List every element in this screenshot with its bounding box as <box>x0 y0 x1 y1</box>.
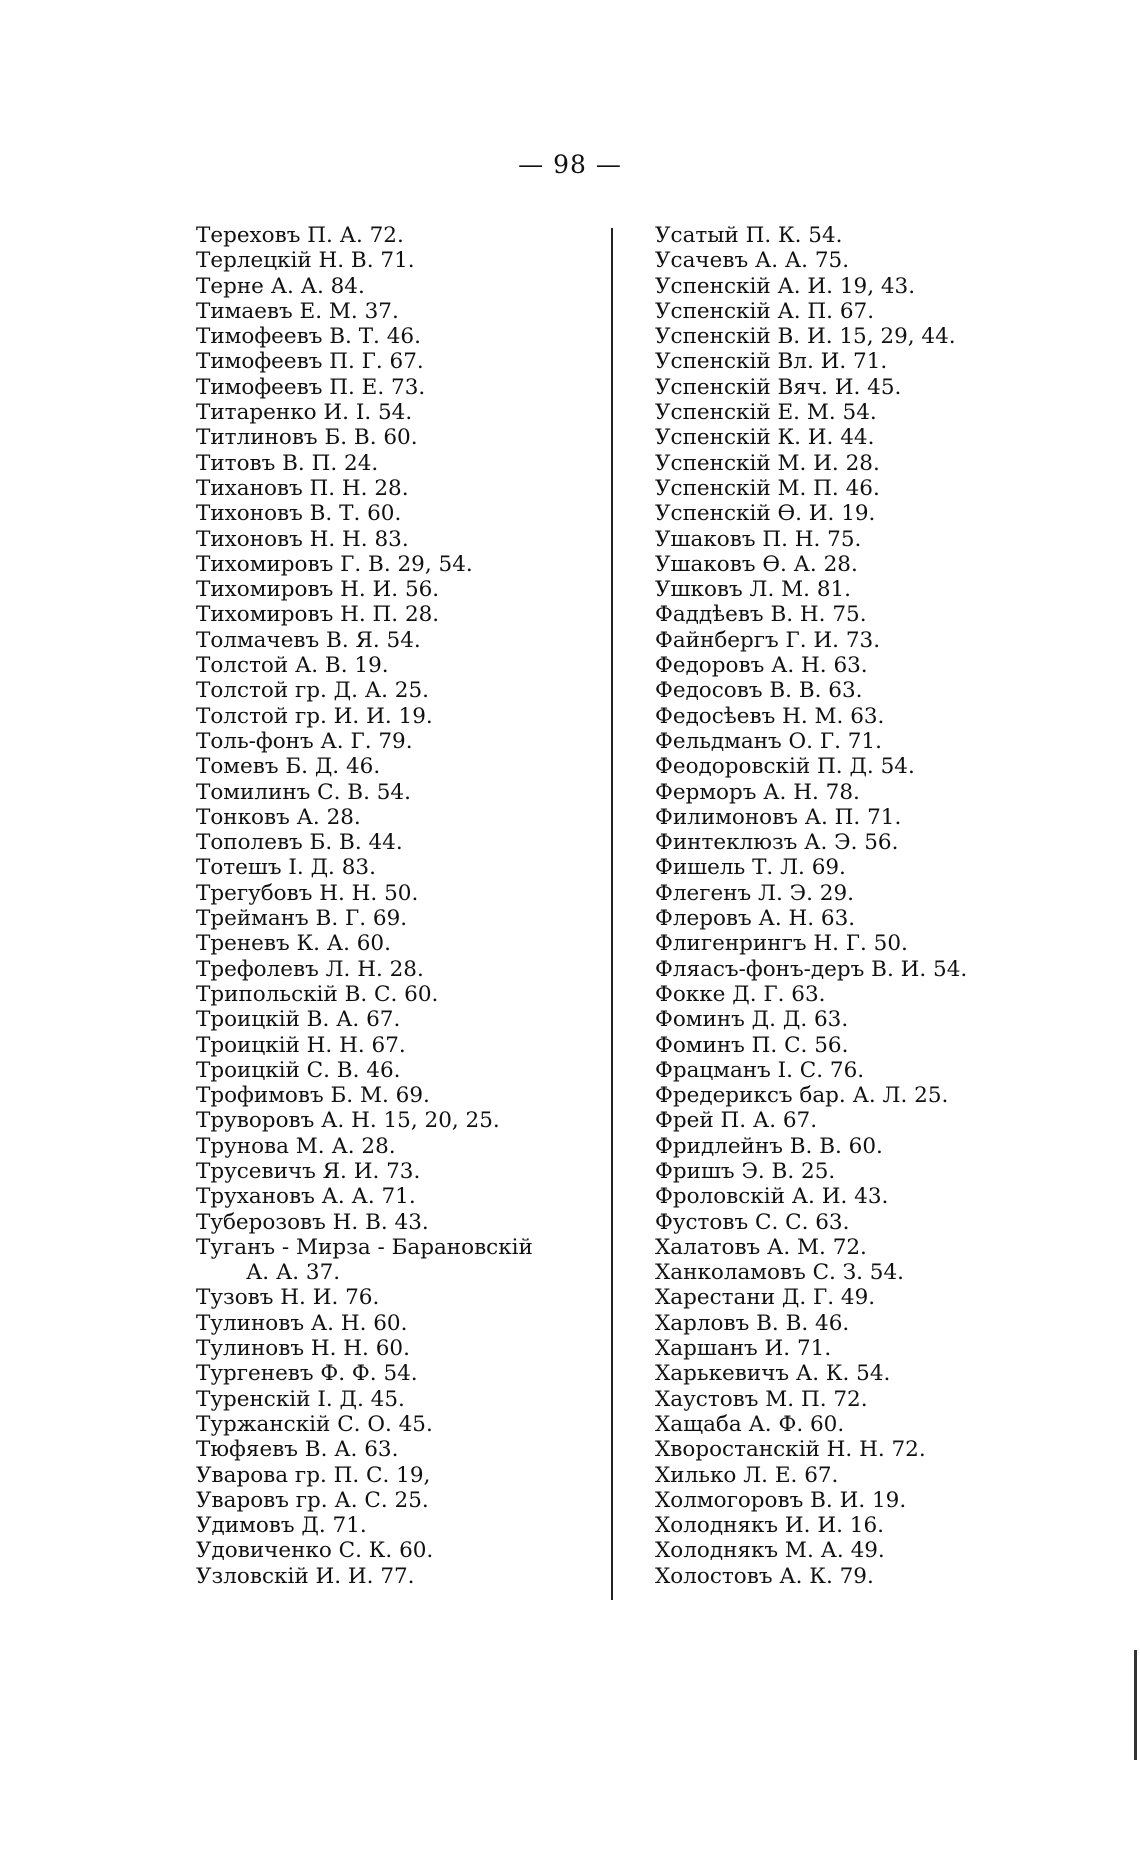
index-entry: Тихоновъ В. Т. 60. <box>196 501 402 527</box>
index-entry: Успенскій Ѳ. И. 19. <box>655 501 876 527</box>
index-entry: Фришъ Э. В. 25. <box>655 1158 836 1184</box>
index-entry: Трегубовъ Н. Н. 50. <box>196 880 419 906</box>
index-entry: Ханколамовъ С. З. 54. <box>655 1260 904 1286</box>
index-entry: Тузовъ Н. И. 76. <box>196 1285 380 1311</box>
index-entry: Терлецкій Н. В. 71. <box>196 248 415 274</box>
index-entry: Федосѣевъ Н. М. 63. <box>655 703 885 729</box>
index-entry: Успенскій А. П. 67. <box>655 298 875 324</box>
index-entry: Толь-фонъ А. Г. 79. <box>196 728 413 754</box>
index-entry: Хворостанскій Н. Н. 72. <box>655 1437 926 1463</box>
index-entry: Успенскій М. П. 46. <box>655 475 880 501</box>
index-entry: Флигенрингъ Н. Г. 50. <box>655 931 908 957</box>
index-entry: Томилинъ С. В. 54. <box>196 779 411 805</box>
index-entry: Трунова М. А. 28. <box>196 1133 396 1159</box>
index-entry: Треневъ К. А. 60. <box>196 931 391 957</box>
index-entry: Трофимовъ Б. М. 69. <box>196 1083 430 1109</box>
index-entry: Финтеклюзъ А. Э. 56. <box>655 830 899 856</box>
index-entry: Толмачевъ В. Я. 54. <box>196 627 421 653</box>
index-entry: Труворовъ А. Н. 15, 20, 25. <box>196 1108 500 1134</box>
index-entry: Успенскій К. И. 44. <box>655 425 875 451</box>
index-entry: Федоровъ А. Н. 63. <box>655 653 868 679</box>
index-entry: Тулиновъ Н. Н. 60. <box>196 1336 410 1362</box>
index-entry: Успенскій В. И. 15, 29, 44. <box>655 324 956 350</box>
index-entry: Толстой А. В. 19. <box>196 653 389 679</box>
index-entry: Тереховъ П. А. 72. <box>196 223 404 248</box>
index-entry: Трейманъ В. Г. 69. <box>196 906 408 932</box>
index-entry: Титаренко И. І. 54. <box>196 400 413 426</box>
index-entry: Холостовъ А. К. 79. <box>655 1563 874 1589</box>
index-entry: Холоднякъ И. И. 16. <box>655 1513 884 1539</box>
index-entry: Толстой гр. И. И. 19. <box>196 703 433 729</box>
index-entry: Феодоровскій П. Д. 54. <box>655 754 915 780</box>
index-entry: Титлиновъ Б. В. 60. <box>196 425 418 451</box>
index-entry: Халатовъ А. М. 72. <box>655 1234 867 1260</box>
index-entry: Успенскій Вл. И. 71. <box>655 349 888 375</box>
index-entry: Флеровъ А. Н. 63. <box>655 906 856 932</box>
index-entry: Фишель Т. Л. 69. <box>655 855 846 881</box>
index-entry: Тимаевъ Е. М. 37. <box>196 298 399 324</box>
index-entry: Харькевичъ А. К. 54. <box>655 1361 891 1387</box>
index-entry: Туренскій І. Д. 45. <box>196 1386 405 1412</box>
index-entry-name: Туганъ - Мирза - Барановскій <box>196 1234 533 1260</box>
index-entry: Трусевичъ Я. И. 73. <box>196 1158 421 1184</box>
index-entry: Тихомировъ Н. И. 56. <box>196 577 440 603</box>
index-entry: Удовиченко С. К. 60. <box>196 1538 434 1564</box>
index-entry: Фрацманъ І. С. 76. <box>655 1057 865 1083</box>
index-entry: Тургеневъ Ф. Ф. 54. <box>196 1361 418 1387</box>
index-entry: Филимоновъ А. П. 71. <box>655 804 902 830</box>
index-entry: Ушковъ Л. М. 81. <box>655 577 852 603</box>
index-entry: Тихомировъ Н. П. 28. <box>196 602 440 628</box>
index-entry: Тонковъ А. 28. <box>196 804 361 830</box>
index-entry: Фокке Д. Г. 63. <box>655 981 826 1007</box>
index-entry: Тулиновъ А. Н. 60. <box>196 1310 408 1336</box>
index-entry: Троицкій Н. Н. 67. <box>196 1032 406 1058</box>
index-entry: Туржанскій С. О. 45. <box>196 1411 433 1437</box>
index-entry: Холмогоровъ В. И. 19. <box>655 1487 907 1513</box>
page-number: — 98 — <box>518 150 622 179</box>
index-entry: Успенскій Е. М. 54. <box>655 400 877 426</box>
index-entry: Уваровъ гр. А. С. 25. <box>196 1487 429 1513</box>
index-entry: Тимофеевъ П. Е. 73. <box>196 374 426 400</box>
index-entry: Ушаковъ Ѳ. А. 28. <box>655 551 858 577</box>
index-entry: Тимофеевъ П. Г. 67. <box>196 349 424 375</box>
column-divider <box>611 228 613 1600</box>
index-entry: Туберозовъ Н. В. 43. <box>196 1209 429 1235</box>
index-entry: Тюфяевъ В. А. 63. <box>196 1437 399 1463</box>
index-entry: Трефолевъ Л. Н. 28. <box>196 956 424 982</box>
index-entry: Тихоновъ Н. Н. 83. <box>196 526 409 552</box>
index-entry: Файнбергъ Г. И. 73. <box>655 627 881 653</box>
index-entry: Фустовъ С. С. 63. <box>655 1209 850 1235</box>
index-entry: Усачевъ А. А. 75. <box>655 248 850 274</box>
index-column-left <box>196 223 596 1589</box>
index-entry: Узловскій И. И. 77. <box>196 1563 415 1589</box>
index-entry: Фроловскій А. И. 43. <box>655 1184 889 1210</box>
index-entry: Ферморъ А. Н. 78. <box>655 779 860 805</box>
index-entry <box>196 1235 596 1286</box>
index-entry: Ушаковъ П. Н. 75. <box>655 526 862 552</box>
index-entry: Фаддѣевъ В. Н. 75. <box>655 602 867 628</box>
index-entry: Трухановъ А. А. 71. <box>196 1184 416 1210</box>
index-entry: Фоминъ Д. Д. 63. <box>655 1007 849 1033</box>
index-entry: Фредериксъ бар. А. Л. 25. <box>655 1083 949 1109</box>
index-entry: Тихомировъ Г. В. 29, 54. <box>196 551 473 577</box>
index-entry: Харшанъ И. 71. <box>655 1336 832 1362</box>
index-entry: Усатый П. К. 54. <box>655 223 843 248</box>
index-entry: Хаустовъ М. П. 72. <box>655 1386 868 1412</box>
index-entry: Тихановъ П. Н. 28. <box>196 475 409 501</box>
index-entry: Тополевъ Б. В. 44. <box>196 830 403 856</box>
index-entry: Фельдманъ О. Г. 71. <box>655 728 882 754</box>
index-column-right <box>655 223 1035 1589</box>
index-entry: Успенскій Вяч. И. 45. <box>655 374 902 400</box>
index-entry: Успенскій А. И. 19, 43. <box>655 273 916 299</box>
index-entry: Терне А. А. 84. <box>196 273 365 299</box>
index-entry: Толстой гр. Д. А. 25. <box>196 678 429 704</box>
index-entry: Уварова гр. П. С. 19, <box>196 1462 431 1488</box>
index-entry: Хилько Л. Е. 67. <box>655 1462 839 1488</box>
index-entry: Трипольскій В. С. 60. <box>196 981 439 1007</box>
index-entry: Тотешъ І. Д. 83. <box>196 855 376 881</box>
index-entry-continuation: А. А. 37. <box>246 1260 341 1286</box>
index-entry: Троицкій В. А. 67. <box>196 1007 401 1033</box>
index-entry: Харловъ В. В. 46. <box>655 1310 850 1336</box>
scan-edge-mark <box>1134 1650 1137 1760</box>
index-entry: Троицкій С. В. 46. <box>196 1057 401 1083</box>
index-entry: Успенскій М. И. 28. <box>655 450 880 476</box>
index-entry: Фридлейнъ В. В. 60. <box>655 1133 883 1159</box>
index-entry: Удимовъ Д. 71. <box>196 1513 367 1539</box>
index-entry: Фрей П. А. 67. <box>655 1108 818 1134</box>
index-entry: Холоднякъ М. А. 49. <box>655 1538 885 1564</box>
index-entry: Фляасъ-фонъ-деръ В. И. 54. <box>655 956 968 982</box>
index-entry: Флегенъ Л. Э. 29. <box>655 880 854 906</box>
index-entry: Тимофеевъ В. Т. 46. <box>196 324 421 350</box>
index-entry: Фоминъ П. С. 56. <box>655 1032 849 1058</box>
index-entry: Харестани Д. Г. 49. <box>655 1285 876 1311</box>
index-entry: Федосовъ В. В. 63. <box>655 678 863 704</box>
index-entry: Титовъ В. П. 24. <box>196 450 379 476</box>
index-entry: Хащаба А. Ф. 60. <box>655 1411 845 1437</box>
index-entry: Томевъ Б. Д. 46. <box>196 754 381 780</box>
